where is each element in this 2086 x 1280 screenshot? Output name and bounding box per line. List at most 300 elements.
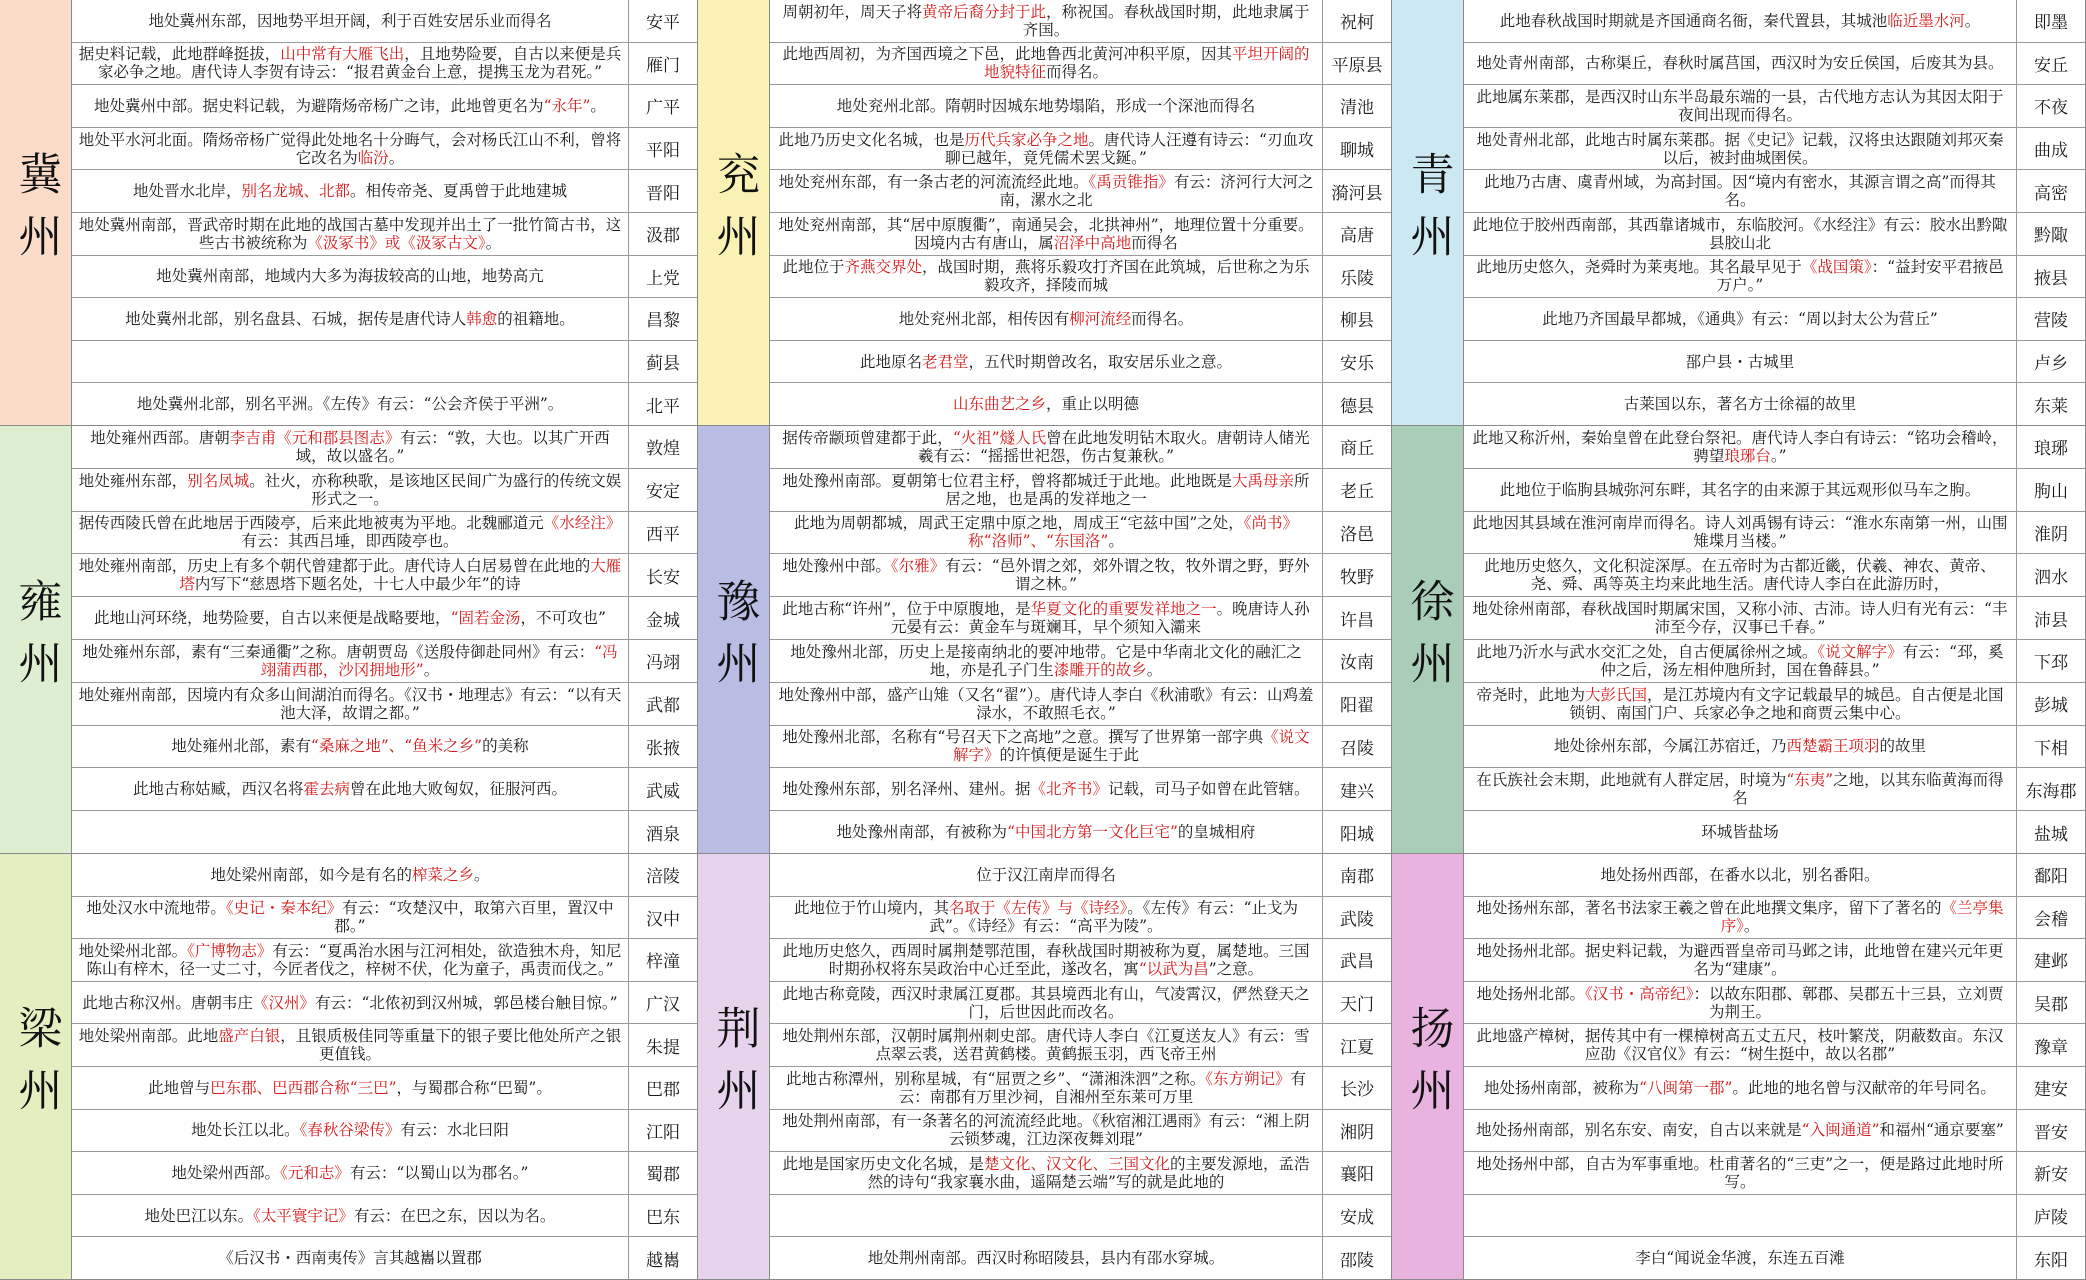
description-text: 此地乃沂水与武水交汇之处，自古便属徐州之域。	[1476, 642, 1818, 661]
description-text: 地处扬州中部，自古为军事重地。杜甫著名的“三吏”之一，便是路过此地时所写。	[1476, 1154, 2004, 1191]
county-row	[770, 939, 1391, 982]
county-name: 湘阴	[1340, 1122, 1374, 1143]
description-text: 有云：其西吕埵，即西陵亭也。	[241, 532, 459, 551]
highlight-text: 老君堂	[921, 352, 969, 371]
county-name: 阳城	[1340, 824, 1374, 845]
county-row	[72, 939, 697, 982]
county-description	[1464, 597, 2017, 639]
county-row	[72, 897, 697, 940]
highlight-text: 漆雕开的故乡	[1053, 660, 1147, 679]
county-row	[770, 554, 1391, 597]
county-list	[770, 0, 1391, 425]
description-text: 地处扬州南部，被称为	[1484, 1078, 1640, 1097]
description-text: 此地古称潭州，别称星城，有“屈贾之乡”、“潇湘洙泗”之称。	[786, 1069, 1206, 1088]
county-row	[1464, 640, 2085, 683]
county-row	[72, 512, 697, 555]
county-description	[72, 1110, 629, 1152]
description-text: 地处冀州东部，因地势平坦开阔，利于百姓安居乐业而得名	[148, 11, 552, 30]
county-row	[770, 683, 1391, 726]
description-text: 有云：“北侬初到汉州城，郭邑楼台触目惊。”	[314, 993, 618, 1012]
county-description	[770, 683, 1323, 725]
highlight-text: 大彭氏国	[1584, 685, 1647, 704]
description-text: 地处巴江以东。	[144, 1206, 254, 1225]
province-label-cell	[698, 854, 770, 1279]
county-name: 长沙	[1340, 1080, 1374, 1101]
description-text: 地处雍州东部，素有“三秦通衢”之称。唐朝贾岛《送殷侍御赴同州》有云：	[82, 642, 595, 661]
county-row	[1464, 85, 2085, 128]
province-name: 兖州	[708, 150, 760, 275]
description-text: 地处扬州北部。据史料记载，为避西晋皇帝司马邺之讳，此地曾在建兴元年更名为“建康”。	[1476, 941, 2004, 978]
description-text: 。唐代诗人汪遵有诗云：“刃血攻聊已越年，竟凭儒术罢戈鋋。”	[945, 130, 1314, 167]
description-text: 地处扬州西部，在番水以北，别名番阳。	[1600, 865, 1880, 884]
county-name: 东阳	[2034, 1250, 2068, 1271]
description-text: 地处扬州东部，著名书法家王羲之曾在此地撰文集序，留下了著名的	[1476, 899, 1942, 918]
highlight-text: 《太平寰宇记》	[253, 1206, 354, 1225]
county-name: 金城	[646, 610, 680, 631]
description-text: 的故里	[1879, 737, 1927, 756]
county-name: 雁门	[646, 55, 680, 76]
county-row	[770, 128, 1391, 171]
county-description	[1464, 383, 2017, 425]
county-row	[72, 597, 697, 640]
county-row	[1464, 683, 2085, 726]
description-text: 此地位于竹山境内，其	[794, 899, 950, 918]
description-text: 曾在此地发明钻木取火。唐朝诗人储光羲有云：“摇摇世祀怨，伤古复兼秋。”	[917, 428, 1310, 465]
description-text: 此地位于	[782, 258, 845, 277]
county-description	[770, 1024, 1323, 1066]
description-text: 。	[474, 865, 490, 884]
county-description	[72, 683, 629, 725]
description-text: 地处冀州南部，地域内大多为海拔较高的山地，地势高亢	[156, 267, 544, 286]
description-text: 地处雍州北部，素有	[171, 737, 311, 756]
county-row	[1464, 1152, 2085, 1195]
county-row	[72, 640, 697, 683]
description-text: 地处兖州北部，相传因有	[898, 309, 1070, 328]
county-row	[770, 982, 1391, 1025]
county-name: 曲成	[2034, 141, 2068, 162]
county-row	[1464, 854, 2085, 897]
county-list	[1464, 854, 2085, 1279]
county-description	[1464, 469, 2017, 511]
county-row	[1464, 811, 2085, 853]
description-text: 此地是国家历史文化名城，是	[782, 1154, 984, 1173]
province-label-cell	[698, 0, 770, 425]
description-text: 地处雍州南部，因境内有众多山间湖泊而得名。《汉书・地理志》有云：“以有天池大泽，故谓之都。”	[78, 685, 622, 722]
county-row	[1464, 1024, 2085, 1067]
county-row	[1464, 1195, 2085, 1238]
county-description	[72, 170, 629, 212]
description-text: 地处青州南部，古称渠丘，春秋时属莒国，西汉时为安丘侯国，后废其为县。	[1476, 54, 2004, 73]
county-row	[1464, 426, 2085, 469]
county-description	[72, 213, 629, 255]
county-row	[1464, 43, 2085, 86]
county-description	[1464, 341, 2017, 383]
county-row	[770, 426, 1391, 469]
description-text: 此地曾与	[148, 1078, 211, 1097]
county-name: 巴东	[646, 1208, 680, 1229]
description-text: ，战国时期，燕将乐毅攻打齐国在此筑城，后世称之为乐毅攻齐，择陵而城	[922, 258, 1310, 295]
province-name: 豫州	[708, 577, 760, 702]
county-name: 长安	[646, 567, 680, 588]
description-text: 地处平水河北面。隋炀帝杨广觉得此处地名十分晦气，会对杨氏江山不利，曾将它改名为	[78, 130, 622, 167]
county-row	[1464, 170, 2085, 213]
province-label-cell	[698, 426, 770, 853]
description-text: 。	[1108, 532, 1124, 551]
province-block	[0, 426, 698, 854]
description-text: 此地乃古唐、虞青州域，为高封国。因“境内有密水，其源言谓之高”而得其名。	[1484, 173, 1996, 210]
description-text: 此地历史悠久，西周时属荆楚鄂范围，春秋战国时期被称为夏，属楚地。三国时期孙权将东吴政治中心迁至此，遂改名，寓	[782, 941, 1310, 978]
county-name: 聊城	[1340, 141, 1374, 162]
highlight-text: 历代兵家必争之地	[964, 130, 1089, 149]
county-row	[1464, 939, 2085, 982]
description-text: 内写下“慈恩塔下题名处，十七人中最少年”的诗	[194, 575, 521, 594]
description-text: 地处雍州东部，	[78, 471, 188, 490]
county-description	[1464, 426, 2017, 468]
county-description	[1464, 213, 2017, 255]
county-row	[72, 298, 697, 341]
province-block	[0, 854, 698, 1280]
county-description	[72, 298, 629, 340]
description-text: 地处梁州北部。	[78, 941, 188, 960]
highlight-text: 《兰亭集序》	[1720, 899, 2004, 936]
description-text: 此地又称沂州，秦始皇曾在此登台祭祀。唐代诗人李白有诗云：“铭功会稽岭，骋望	[1472, 428, 2008, 465]
county-name: 朱提	[646, 1037, 680, 1058]
description-text: 地处豫州中部。	[782, 557, 891, 576]
county-name: 广汉	[646, 995, 680, 1016]
county-name: 祝柯	[1340, 13, 1374, 34]
description-text: ，重止以明德	[1046, 395, 1140, 414]
county-description	[72, 768, 629, 810]
province-name: 青州	[1402, 150, 1454, 275]
description-text: 地处兖州东部，有一条古老的河流流经此地。	[778, 173, 1089, 192]
county-row	[770, 597, 1391, 640]
county-name: 东海郡	[2025, 781, 2077, 802]
county-name: 德县	[1340, 396, 1374, 417]
description-text: 而得名	[1131, 233, 1178, 252]
county-description	[1464, 1152, 2017, 1194]
county-name: 黔陬	[2034, 226, 2068, 247]
county-name: 武都	[646, 696, 680, 717]
highlight-text: 楚文化、汉文化、三国文化	[983, 1154, 1170, 1173]
county-description	[770, 897, 1323, 939]
county-name: 老丘	[1340, 482, 1374, 503]
description-text: 地处晋水北岸，	[132, 182, 242, 201]
description-text: 地处徐州南部，春秋战国时期属宋国，又称小沛、古沛。诗人归有光有云：“丰沛至今存，汉事已千春。”	[1472, 600, 2008, 637]
description-text: 此地西周初，为齐国西境之下邑，此地鲁西北黄河冲积平原，因其	[782, 45, 1232, 64]
highlight-text: 盛产白银	[218, 1027, 281, 1046]
county-row	[72, 982, 697, 1025]
highlight-text: 《汲冢书》或《汲冢古文》	[307, 233, 486, 252]
county-row	[770, 1067, 1391, 1110]
description-text: 曾在此地大败匈奴，征服河西。	[350, 780, 568, 799]
county-description	[1464, 982, 2017, 1024]
description-text: 此地古称“许州”，位于中原腹地，是	[782, 600, 1031, 619]
county-description	[72, 1195, 629, 1237]
description-text: 。	[590, 96, 606, 115]
county-description	[770, 85, 1323, 127]
county-row	[72, 170, 697, 213]
county-row	[72, 426, 697, 469]
county-row	[770, 469, 1391, 512]
description-text: 。	[1964, 11, 1981, 30]
county-name: 晋阳	[646, 183, 680, 204]
county-description	[770, 1110, 1323, 1152]
county-row	[770, 768, 1391, 811]
county-row	[72, 1024, 697, 1067]
county-row	[1464, 0, 2085, 43]
description-text: ：“益封安平君掖邑万户。”	[1716, 258, 2004, 295]
county-name: 江夏	[1340, 1037, 1374, 1058]
highlight-text: “永年”	[543, 96, 591, 115]
province-label-cell	[1392, 854, 1464, 1279]
description-text: 地处扬州南部，别名东安、南安，自古以来就是	[1476, 1121, 1802, 1140]
description-text: 。”	[1770, 446, 1787, 465]
county-row	[1464, 897, 2085, 940]
county-name: 平阳	[646, 141, 680, 162]
county-description	[770, 1195, 1323, 1237]
highlight-text: 大禹母亲	[1231, 471, 1294, 490]
highlight-text: 华夏文化的重要发祥地之一	[1030, 600, 1217, 619]
description-text: 古莱国以东，著名方士徐福的故里	[1623, 395, 1857, 414]
county-name: 朐山	[2034, 482, 2068, 503]
highlight-text: 《尔雅》	[890, 557, 946, 576]
county-description	[770, 341, 1323, 383]
description-text: 。此地的地名曾与汉献帝的年号同名。	[1732, 1078, 1996, 1097]
highlight-text: 《说文解字》	[952, 728, 1310, 765]
highlight-text: “固若金汤	[450, 609, 521, 628]
county-row	[770, 897, 1391, 940]
description-text: ，与蜀郡合称“巴蜀”。	[396, 1078, 552, 1097]
description-text: 地处兖州北部。隋朝时因城东地势塌陷，形成一个深池而得名	[836, 96, 1256, 115]
description-text: 据传西陵氏曾在此地居于西陵亭，后来此地被夷为平地。北魏郦道元	[78, 514, 544, 533]
highlight-text: 名取于《左传》与《诗经》	[949, 899, 1128, 918]
county-description	[770, 640, 1323, 682]
highlight-text: 西楚霸王项羽	[1786, 737, 1880, 756]
description-text: 有云：水北曰阳	[400, 1121, 509, 1140]
description-text: 在氏族社会末期，此地就有人群定居，时境为	[1476, 771, 1787, 790]
county-row	[72, 85, 697, 128]
county-row	[72, 554, 697, 597]
county-row	[770, 341, 1391, 384]
description-text: 地处扬州北部。	[1476, 984, 1585, 1003]
county-name: 昌黎	[646, 311, 680, 332]
description-text: 此地古称汉州。唐朝韦庄	[82, 993, 253, 1012]
description-text: 此地古称竟陵，西汉时隶属江夏郡。其县境西北有山，气凌霄汉，俨然登天之门，后世因此而改名。	[782, 984, 1310, 1021]
description-text: 地处梁州南部，如今是有名的	[210, 865, 412, 884]
county-row	[1464, 256, 2085, 299]
county-name: 涪陵	[646, 867, 680, 888]
highlight-text: 《史记・秦本纪》	[225, 899, 343, 918]
description-text: 。	[1743, 917, 1760, 936]
province-block	[698, 0, 1392, 426]
county-description	[770, 554, 1323, 596]
county-description	[1464, 298, 2017, 340]
county-name: 蜀郡	[646, 1165, 680, 1186]
county-name: 盐城	[2034, 824, 2068, 845]
county-description	[72, 43, 629, 85]
county-name: 彭城	[2034, 696, 2068, 717]
county-description	[72, 0, 629, 42]
county-row	[1464, 597, 2085, 640]
description-text: 和福州“通京要塞”	[1879, 1121, 2004, 1140]
description-text: 有云：“敦，大也。以其广开西域，故以盛名。”	[295, 428, 610, 465]
description-text: 地处豫州南部，有被称为	[836, 823, 1008, 842]
province-name: 雍州	[10, 577, 62, 702]
highlight-text: 《禹贡锥指》	[1088, 173, 1174, 192]
county-row	[72, 213, 697, 256]
county-name: 吴郡	[2034, 995, 2068, 1016]
county-list	[72, 426, 697, 853]
description-text: 此地位于临朐县城弥河东畔，其名字的由来源于其远观形似马车之朐。	[1499, 480, 1981, 499]
county-name: 琅琊	[2034, 439, 2068, 460]
county-name: 张掖	[646, 738, 680, 759]
county-name: 高唐	[1340, 226, 1374, 247]
county-description	[770, 1237, 1323, 1279]
county-name: 西平	[646, 524, 680, 545]
description-text: 有云：“邑外谓之郊，郊外谓之牧，牧外谓之野，野外谓之林。”	[945, 557, 1310, 594]
county-row	[72, 854, 697, 897]
description-text: 此地古称姑臧，西汉名将	[132, 780, 304, 799]
county-row	[1464, 213, 2085, 256]
county-row	[72, 0, 697, 43]
county-row	[1464, 1110, 2085, 1153]
description-text: 此地历史悠久，文化积淀深厚。在五帝时为古都近畿，伏羲、神农、黄帝、尧、舜、禹等英主均来此地生活。唐代诗人李白在此游历时，	[1484, 557, 1996, 594]
description-text: 地处雍州南部，历史上有多个朝代曾建都于此。唐代诗人白居易曾在此地的	[78, 557, 591, 576]
county-description	[72, 897, 629, 939]
county-description	[72, 597, 629, 639]
county-description	[72, 1152, 629, 1194]
county-name: 武昌	[1340, 952, 1374, 973]
province-block	[698, 854, 1392, 1280]
province-block	[1392, 854, 2086, 1280]
description-text: 之地，以其东临黄海而得名	[1732, 771, 2004, 808]
county-description	[1464, 1024, 2017, 1066]
county-description	[770, 43, 1323, 85]
description-text: ”之意。	[1208, 959, 1264, 978]
county-row	[72, 811, 697, 853]
county-description	[770, 512, 1323, 554]
county-row	[72, 1195, 697, 1238]
description-text: 地处汉水中流地带。	[86, 899, 226, 918]
county-row	[770, 213, 1391, 256]
highlight-text: “以武为昌	[1138, 959, 1209, 978]
description-text: 有云：“以蜀山以为郡名。”	[349, 1163, 529, 1182]
county-name: 汉中	[646, 909, 680, 930]
county-description	[770, 597, 1323, 639]
county-name: 洛邑	[1340, 524, 1374, 545]
highlight-text: “东夷”	[1786, 771, 1834, 790]
highlight-text: 柳河流经	[1069, 309, 1132, 328]
description-text: 此地原名	[859, 352, 922, 371]
county-description	[770, 1067, 1323, 1109]
county-row	[1464, 554, 2085, 597]
county-name: 高密	[2034, 183, 2068, 204]
highlight-text: 齐燕交界处	[844, 258, 922, 277]
highlight-text: 沼泽中高地	[1053, 233, 1132, 252]
description-text: 此地乃齐国最早都城，《通典》有云：“周以封太公为营丘”	[1542, 309, 1938, 328]
county-description	[770, 170, 1323, 212]
county-list	[72, 854, 697, 1279]
description-text: 此地历史悠久，尧舜时为莱夷地。其名最早见于	[1476, 258, 1802, 277]
highlight-text: 大雁塔	[179, 557, 622, 594]
description-text: 。	[1146, 660, 1163, 679]
county-description	[72, 85, 629, 127]
county-description	[1464, 1237, 2017, 1279]
county-row	[72, 1067, 697, 1110]
description-text: 地处豫州北部，历史上是接南纳北的要冲地带。它是中华南北文化的融汇之地，亦是孔子门生	[790, 642, 1302, 679]
county-name: 商丘	[1340, 439, 1374, 460]
county-name: 汝南	[1340, 653, 1374, 674]
county-row	[1464, 298, 2085, 341]
description-text: 此地为周朝都城，周武王定鼎中原之地，周成王“宅兹中国”之处，	[793, 514, 1244, 533]
county-name: 清池	[1340, 98, 1374, 119]
county-description	[72, 341, 629, 383]
description-text: 。相传帝尧、夏禹曾于此地建城	[350, 182, 568, 201]
county-description	[770, 128, 1323, 170]
county-name: 南郡	[1340, 867, 1374, 888]
highlight-text: “冯翊蒲西郡，沙冈拥地形”	[260, 642, 618, 679]
county-description	[1464, 1067, 2017, 1109]
county-row	[1464, 1067, 2085, 1110]
province-label-cell	[1392, 0, 1464, 425]
county-name: 下相	[2034, 738, 2068, 759]
county-row	[770, 85, 1391, 128]
highlight-text: “火祖”燧人氏	[952, 428, 1047, 447]
highlight-text: 韩愈	[466, 309, 498, 328]
highlight-text: “中国北方第一文化巨宅”	[1007, 823, 1178, 842]
county-name: 许昌	[1340, 610, 1374, 631]
county-row	[1464, 1237, 2085, 1279]
description-text: ：以故东阳郡、鄣郡、吴郡五十三县，立刘贾为荆王。	[1693, 984, 2004, 1021]
county-row	[1464, 469, 2085, 512]
highlight-text: 琅琊台	[1724, 446, 1771, 465]
county-name: 柳县	[1340, 311, 1374, 332]
county-name: 江阳	[646, 1122, 680, 1143]
description-text: 的皇城相府	[1177, 823, 1256, 842]
highlight-text: 《汉州》	[252, 993, 315, 1012]
county-description	[770, 426, 1323, 468]
county-description	[72, 1024, 629, 1066]
description-text: 地处冀州北部，别名盘县、石城，据传是唐代诗人	[125, 309, 467, 328]
description-text: 地处长江以北。	[191, 1121, 300, 1140]
highlight-text: 山东曲艺之乡	[952, 395, 1046, 414]
county-name: 汲郡	[646, 226, 680, 247]
highlight-text: “八闽第一郡”	[1639, 1078, 1733, 1097]
description-text: 此地因其县域在淮河南岸而得名。诗人刘禹锡有诗云：“淮水东南第一州，山围雉堞月当楼。”	[1472, 514, 2008, 551]
county-description	[1464, 554, 2017, 596]
county-description	[770, 256, 1323, 298]
county-row	[72, 1237, 697, 1279]
county-name: 阳翟	[1340, 696, 1374, 717]
county-name: 晋安	[2034, 1122, 2068, 1143]
county-row	[72, 1152, 697, 1195]
county-description	[72, 982, 629, 1024]
county-name: 上党	[646, 268, 680, 289]
county-description	[72, 426, 629, 468]
description-text: ，不可攻也”	[520, 609, 606, 628]
county-row	[770, 1110, 1391, 1153]
county-description	[770, 768, 1323, 810]
county-description	[72, 128, 629, 170]
highlight-text: “入闽通道”	[1801, 1121, 1880, 1140]
county-description	[1464, 939, 2017, 981]
description-text: 地处雍州西部。唐朝	[90, 428, 230, 447]
county-description	[770, 383, 1323, 425]
county-name: 天门	[1340, 995, 1374, 1016]
county-row	[1464, 341, 2085, 384]
county-name: 巴郡	[646, 1080, 680, 1101]
description-text: 地处冀州中部。据史料记载，为避隋炀帝杨广之讳，此地曾更名为	[94, 96, 544, 115]
